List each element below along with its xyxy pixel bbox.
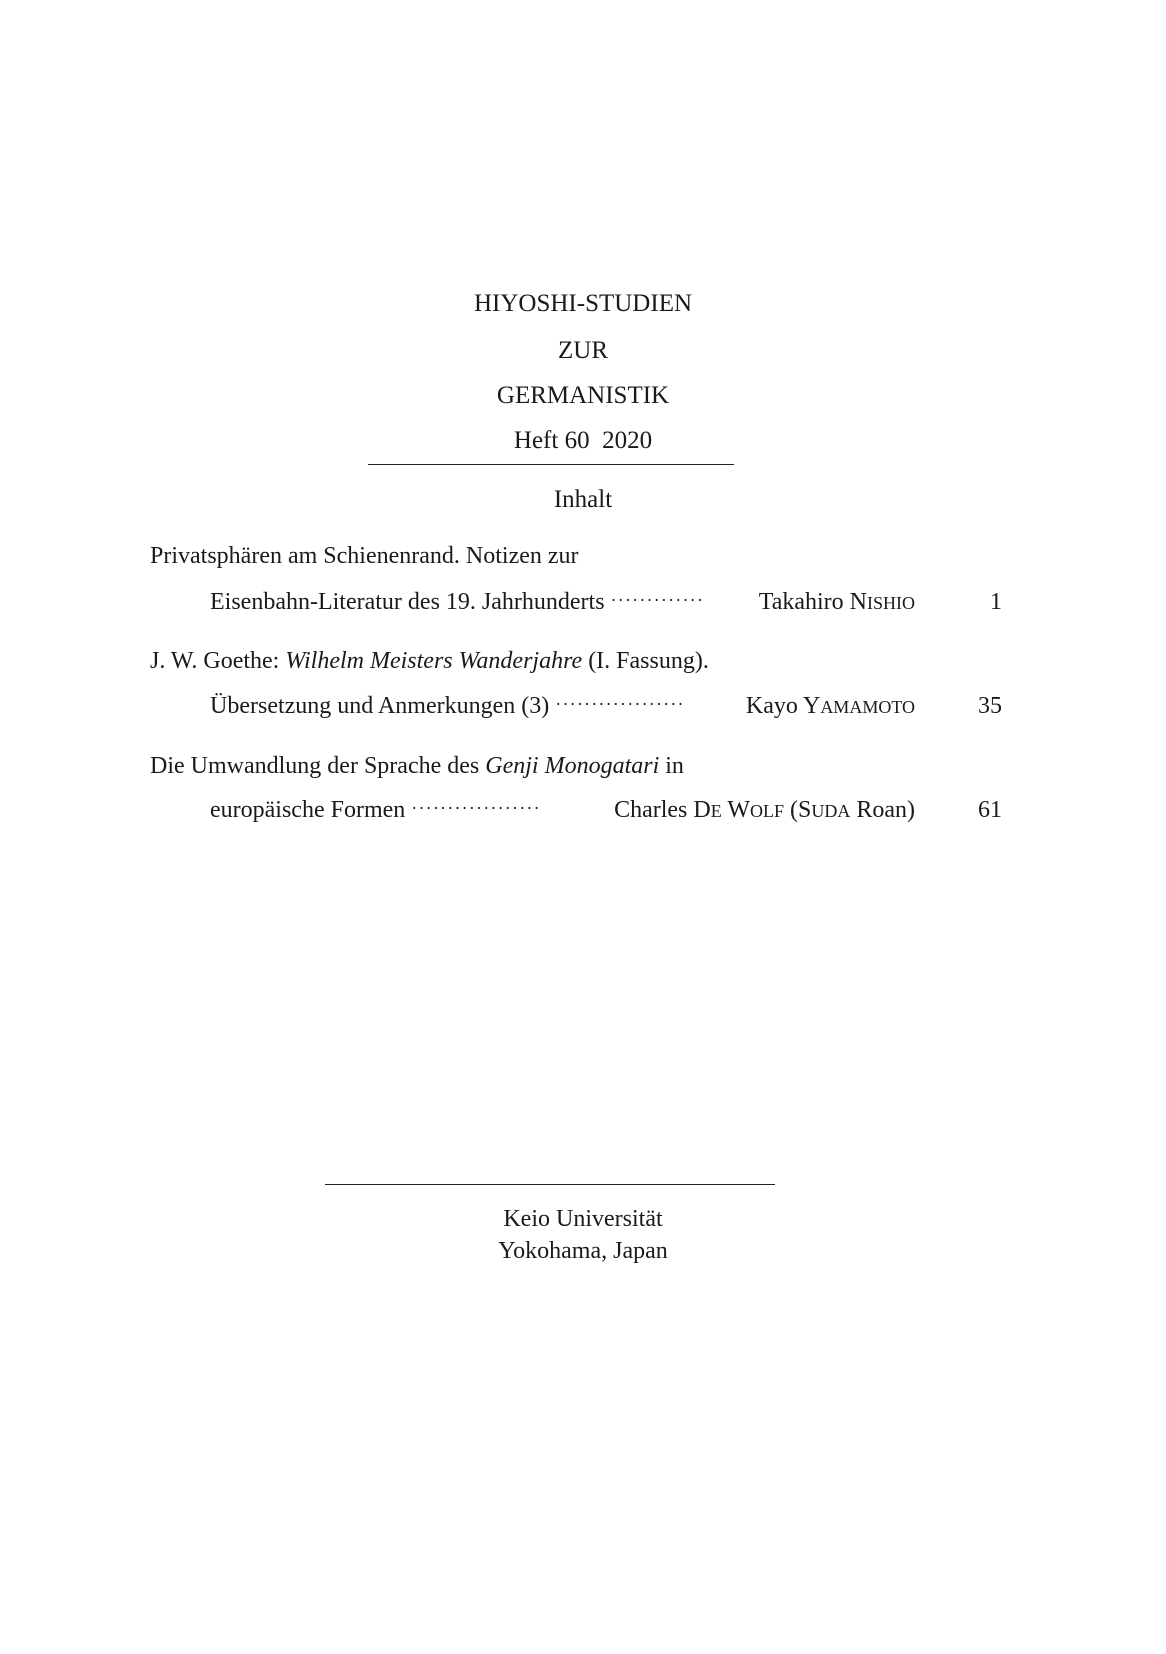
toc-entry-1-author: Takahiro NISHIO (758, 589, 915, 615)
toc-entry-3-author: Charles DE WOLF (SUDA Roan) (614, 797, 915, 823)
publisher-location: Yokohama, Japan (498, 1238, 668, 1264)
contents-heading: Inhalt (553, 486, 613, 513)
toc-entry-2-author: Kayo YAMAMOTO (745, 693, 915, 719)
footer-rule (325, 1184, 775, 1185)
publisher-name: Keio Universität (503, 1206, 663, 1232)
toc-entry-2-title-line2 (210, 694, 915, 718)
header-rule (368, 464, 734, 465)
toc-entry-1-title-line1: Privatsphären am Schienenrand. Notizen zur (150, 543, 579, 569)
toc-entry-1-title-line2 (210, 590, 915, 614)
toc-entry-1-page: 1 (990, 589, 1002, 615)
toc-entry-3-page: 61 (978, 797, 1002, 823)
journal-title-line2: ZUR (558, 337, 608, 364)
journal-title-line1: HIYOSHI-STUDIEN (473, 290, 693, 317)
toc-entry-2-title-continuation: Übersetzung und Anmerkungen (3) (210, 693, 550, 719)
journal-title-line3: GERMANISTIK (496, 382, 670, 409)
toc-entry-1-leader: ············· (610, 590, 705, 610)
toc-entry-2-page: 35 (978, 693, 1002, 719)
toc-entry-3-title-line1: Die Umwandlung der Sprache des Genji Monogatari in (150, 753, 684, 779)
issue-line: Heft 60 2020 (513, 427, 653, 454)
toc-entry-2-leader: ·················· (555, 694, 685, 714)
toc-entry-3-leader: ·················· (411, 798, 541, 818)
toc-entry-3-title-line2 (210, 798, 915, 822)
toc-entry-1-title-continuation: Eisenbahn-Literatur des 19. Jahrhunderts (210, 589, 605, 615)
toc-entry-2-title-line1: J. W. Goethe: Wilhelm Meisters Wanderjahre (I. Fassung). (150, 648, 709, 674)
toc-entry-3-title-continuation: europäische Formen (210, 797, 406, 823)
